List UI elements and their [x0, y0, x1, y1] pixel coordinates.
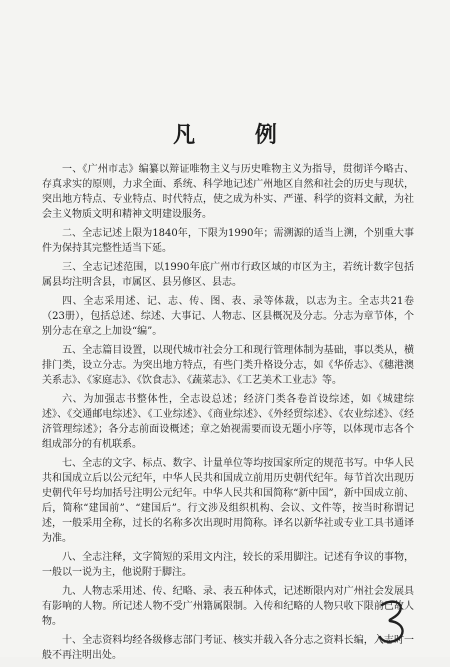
- paragraph-8: 八、全志注释，文字简短的采用文内注，较长的采用脚注。记述有争议的事物，一般以一说为主，他说附于脚注。: [42, 552, 414, 578]
- paragraph-10: 十、全志资料均经各级修志部门考证、核实并载入各分志之资料长编，入志时一般不再注明出处。: [42, 635, 414, 661]
- paragraph-7: 七、全志的文字、标点、数字、计量单位等均按国家所定的规范书写。中华人民共和国成立后以公元纪年，中华人民共和国成立前用历史朝代纪年。每节首次出现历史朝代年号均加括号注明公元纪年。中华人民共和国简称“新中国”，新中国成立前、后，简称“建国前”、“建国后”。行文涉及组织机构、会议、文件等，按当时称谓记述，一般采用全称，过长的名称多次出现时用简称。译名以新华社或专业工具书通译为准。: [42, 458, 414, 544]
- handwritten-page-number: [376, 597, 410, 647]
- paragraph-1: 一、《广州市志》编纂以辩证唯物主义与历史唯物主义为指导，贯彻详今略古、存真求实的原则，力求全面、系统、科学地记述广州地区自然和社会的历史与现状，突出地方特点、专业特点、时代特点，使之成为朴实、严谨、科学的资料文献，为社会主义物质文明和精神文明建设服务。: [42, 164, 414, 220]
- page-title: 凡 例: [173, 122, 303, 148]
- paragraph-5: 五、全志篇目设置，以现代城市社会分工和现行管理体制为基础，事以类从，横排门类，设立分志。为突出地方特点，有些门类升格设分志，如《华侨志》、《穗港澳关系志》、《家庭志》、《饮食志》、《蔬菜志》、《工艺美术工业志》等。: [42, 345, 414, 386]
- paragraph-3: 三、全志记述范围，以1990年底广州市行政区域的市区为主，若统计数字包括属县均注明含县，市属区、县另修区、县志。: [42, 262, 414, 288]
- paragraph-2: 二、全志记述上限为1840年，下限为1990年；需溯源的适当上溯，个别重大事件为保持其完整性适当下延。: [42, 228, 414, 254]
- paragraph-4: 四、全志采用述、记、志、传、图、表、录等体裁，以志为主。全志共21卷（23册），包括总述、综述、大事记、人物志、区县概况及分志。分志为章节体，个别分志在章之上加设“编”。: [42, 296, 414, 337]
- paragraph-6: 六、为加强志书整体性，全志设总述；经济门类各卷首设综述，如《城建综述》、《交通邮电综述》、《工业综述》、《商业综述》、《外经贸综述》、《农业综述》、《经济管理综述》；各分志前面设概述；章之始视需要而设无题小序等，以体现市志各个组成部分的有机联系。: [42, 394, 414, 450]
- document-body: [42, 162, 414, 667]
- paragraph-9: 九、人物志采用述、传、纪略、录、表五种体式，记述断限内对广州社会发展具有影响的人物。所记述人物不受广州籍属限制。入传和纪略的人物只收下限前已故人物。: [42, 586, 414, 627]
